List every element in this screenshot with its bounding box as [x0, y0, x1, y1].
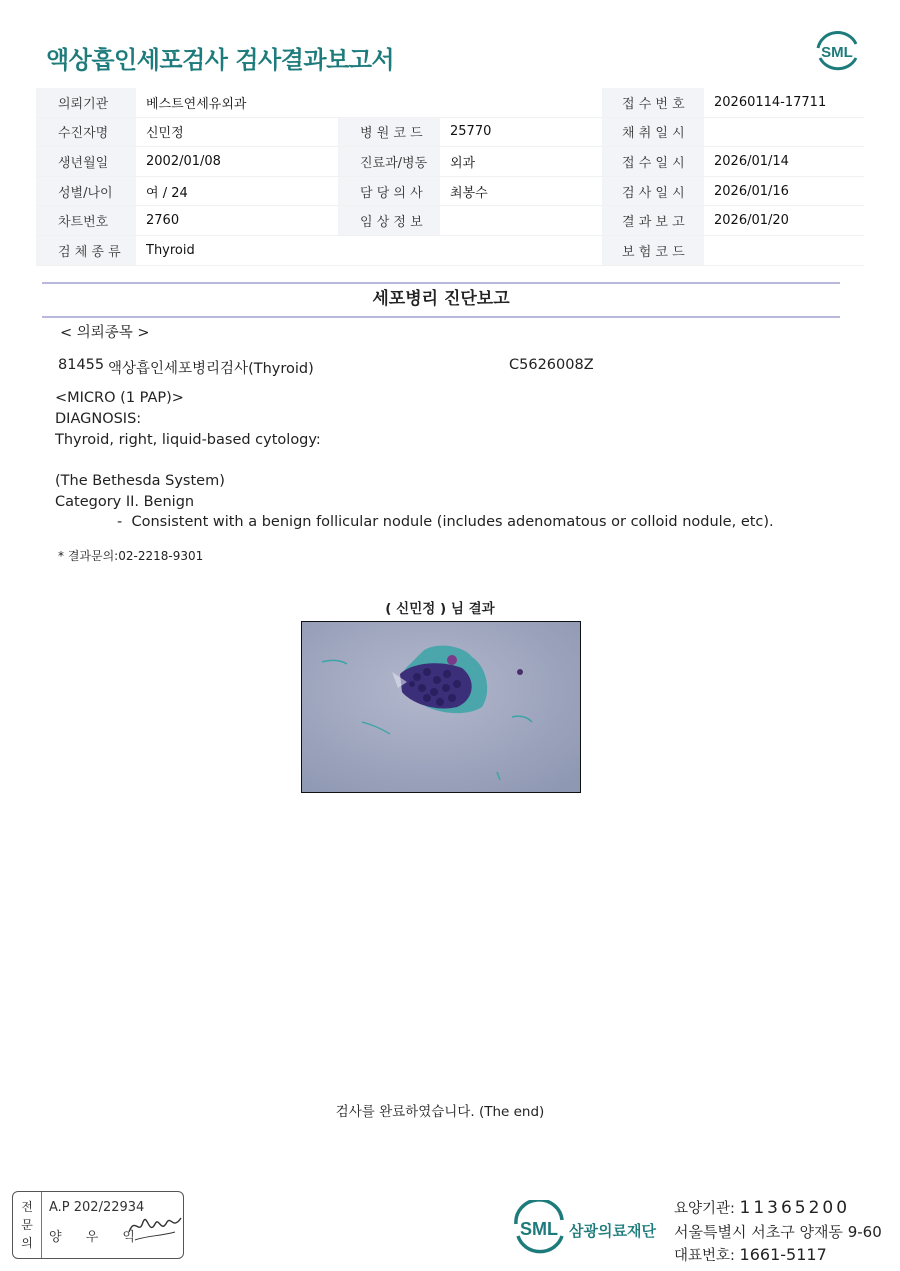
pathologist-signature-box	[12, 1191, 184, 1259]
specialist-label: 전 문 의	[13, 1192, 42, 1258]
test-name: 액상흡인세포병리검사(Thyroid)	[108, 361, 314, 377]
info-label: 접 수 번 호	[602, 88, 704, 117]
info-value: 2002/01/08	[146, 153, 221, 169]
request-label: < 의뢰종목 >	[60, 325, 150, 341]
diagnosis-label: DIAGNOSIS:	[55, 411, 142, 427]
end-text: 검사를 완료하였습니다. (The end)	[335, 1104, 545, 1120]
info-value: 2026/01/16	[714, 183, 789, 199]
info-label: 검 체 종 류	[36, 236, 136, 265]
info-label: 채 취 일 시	[602, 118, 704, 147]
info-label: 성별/나이	[36, 177, 136, 206]
info-value	[704, 236, 864, 265]
info-label: 의뢰기관	[36, 88, 136, 117]
micro-line: <MICRO (1 PAP)>	[55, 390, 184, 406]
section-title: 세포병리 진단보고	[42, 282, 840, 318]
info-value: 2026/01/14	[714, 153, 789, 169]
info-row	[36, 177, 864, 207]
inquiry-line: * 결과문의:02-2218-9301	[58, 549, 204, 563]
info-row	[36, 206, 864, 236]
info-label: 수진자명	[36, 118, 136, 147]
report-title: 액상흡인세포검사 검사결과보고서	[46, 46, 395, 74]
info-row	[36, 88, 864, 118]
info-value: 2026/01/20	[714, 213, 789, 229]
info-value: 베스트연세유외과	[146, 96, 247, 112]
sml-logo-icon	[812, 28, 862, 74]
info-value: 외과	[450, 155, 476, 171]
info-row	[36, 147, 864, 177]
patient-info-table	[36, 88, 864, 266]
info-row	[36, 118, 864, 148]
info-label: 병 원 코 드	[338, 118, 440, 147]
svg-text:SML: SML	[520, 1219, 558, 1239]
info-value: 신민정	[146, 126, 184, 142]
image-caption: ( 신민정 ) 님 결과	[385, 601, 495, 617]
info-label: 접 수 일 시	[602, 147, 704, 176]
info-label	[338, 88, 440, 117]
institution-code: 요양기관: 11365200	[674, 1198, 851, 1218]
pathologist-license: A.P 202/22934	[49, 1200, 145, 1215]
info-label: 임 상 정 보	[338, 206, 440, 235]
info-label: 결 과 보 고	[602, 206, 704, 235]
pathologist-name: 양 우 익	[49, 1230, 145, 1245]
category-line: Category II. Benign	[55, 494, 195, 510]
info-label: 진료과/병동	[338, 147, 440, 176]
specimen-line: Thyroid, right, liquid-based cytology:	[55, 432, 321, 448]
bethesda-line: (The Bethesda System)	[55, 473, 225, 489]
info-label: 보 험 코 드	[602, 236, 704, 265]
info-value	[704, 118, 864, 147]
info-label: 검 사 일 시	[602, 177, 704, 206]
cytology-image	[301, 621, 581, 793]
info-label: 담 당 의 사	[338, 177, 440, 206]
info-row	[36, 236, 864, 266]
info-value	[440, 236, 602, 265]
info-value: 2760	[146, 213, 180, 229]
handwritten-signature-icon	[125, 1206, 185, 1246]
info-value: 25770	[450, 124, 492, 140]
organization-name: 삼광의료재단	[569, 1222, 656, 1240]
info-value: 여 / 24	[146, 185, 188, 201]
info-label: 차트번호	[36, 206, 136, 235]
info-label	[338, 236, 440, 265]
info-value: 최봉수	[450, 185, 488, 201]
info-value	[440, 206, 602, 235]
test-code: 81455	[58, 357, 105, 373]
diagnosis-detail: - Consistent with a benign follicular nodule (includes adenomatous or colloid nodule, etc).	[117, 514, 774, 530]
svg-text:SML: SML	[821, 44, 853, 61]
sml-footer-logo-icon	[510, 1200, 568, 1258]
info-value: 20260114-17711	[714, 94, 827, 110]
info-label: 생년월일	[36, 147, 136, 176]
info-value	[440, 88, 602, 117]
test-id: C5626008Z	[509, 357, 594, 373]
phone: 대표번호: 1661-5117	[674, 1245, 827, 1264]
info-value: Thyroid	[146, 242, 195, 258]
address: 서울특별시 서초구 양재동 9-60	[674, 1223, 882, 1241]
